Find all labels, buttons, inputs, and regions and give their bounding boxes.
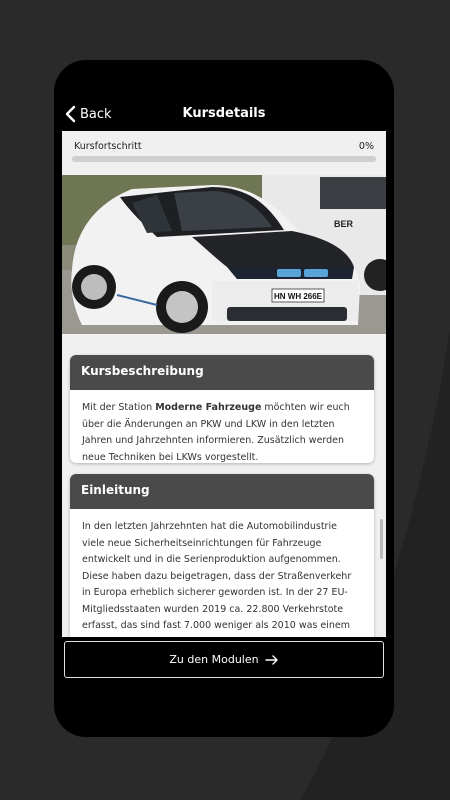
car-illustration [62,175,386,334]
introduction-heading: Einleitung [70,474,374,509]
to-modules-label: Zu den Modulen [169,653,259,666]
description-text-end: möchten wir euch über die Änderungen an PKW und LKW in den letzten Jahren und Jahrzehnten informieren. Zusätzlich werden neue Techniken bei LKWs vorgestellt. [82,402,350,463]
course-progress [62,131,386,173]
progress-value: 0% [358,141,374,152]
course-description-card [70,355,374,463]
progress-label: Kursfortschritt [74,141,142,152]
introduction-card [70,474,374,637]
van-sign-text: BER [334,219,354,229]
content-area[interactable] [62,131,386,637]
license-plate-text: HN WH 266E [274,292,323,301]
app-header [62,98,386,130]
description-heading: Kursbeschreibung [70,355,374,390]
arrow-right-icon [265,655,279,665]
description-text-start: Mit der Station [82,402,156,413]
course-image [62,175,386,334]
introduction-text: In den letzten Jahrzehnten hat die Automobilindustrie viele neue Sicherheitseinrichtungen für Fahrzeuge entwickelt und in die Serienproduktion aufgenommen. Diese haben dazu beigetragen, dass der Straßenverkehr in Europa erheblich sicherer geworden ist. In der 27 EU-Mitgliedsstaaten wurden 2019 ca. 22.800 Verkehrstote erfasst, das sind fast 7.000 weniger als 2010 was einem [82,521,352,631]
station-name: Moderne Fahrzeuge [155,402,262,413]
page-title: Kursdetails [182,106,266,121]
back-label: Back [80,106,112,122]
scrollbar[interactable] [380,519,383,559]
description-text [70,390,374,463]
to-modules-button[interactable] [64,641,384,678]
progress-bar [72,156,376,162]
